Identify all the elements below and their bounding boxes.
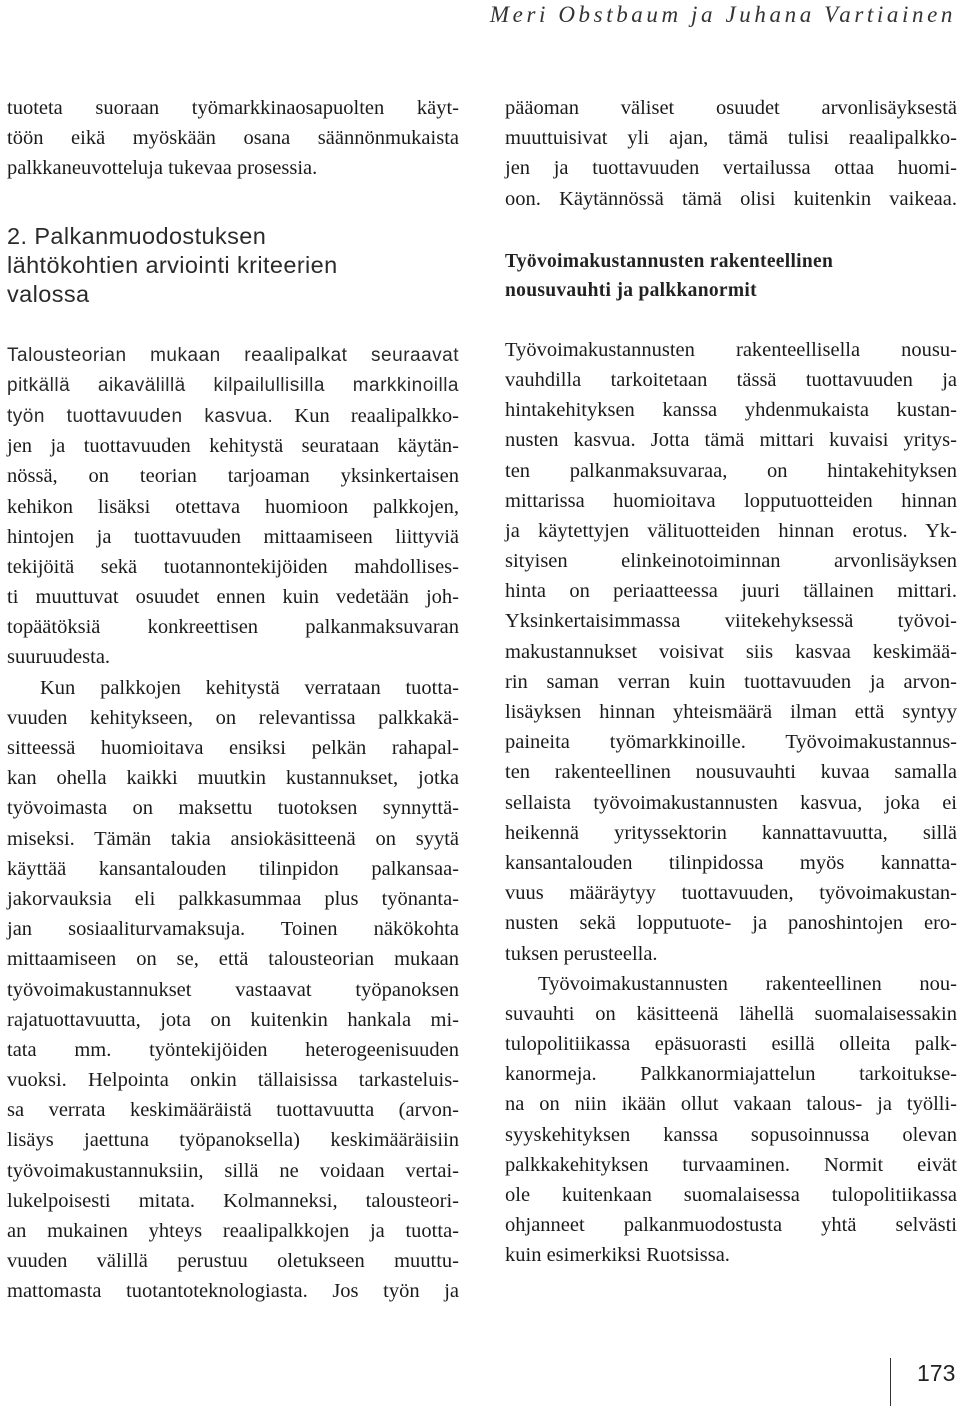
text-line: vuuden välillä perustuu oletukseen muuttu- (7, 1250, 459, 1273)
text-line: nössä, on teorian tarjoaman yksinkertaisen (7, 465, 459, 488)
text-line: ten rakenteellinen nousuvauhti kuvaa samalla (505, 761, 957, 784)
text-line: nusten sekä lopputuote- ja panoshintojen ero- (505, 912, 957, 935)
text-line: sityisen elinkeinotoiminnan arvonlisäyksen (505, 550, 957, 573)
text-line: työvoimakustannuksiin, sillä ne voidaan vertai- (7, 1159, 459, 1182)
text-line: suvauhti on käsitteenä lähellä suomalaisessakin (505, 1002, 957, 1025)
text-line: hinta on periaatteessa juuri tällainen mittari. (505, 580, 957, 603)
text-line: ti muuttuvat osuudet ennen kuin vedetään joh- (7, 586, 459, 609)
heading-line: nousuvauhti ja palkkanormit (505, 279, 757, 301)
text-line: sitteessä huomioitava ensiksi pelkän rahapal- (7, 737, 459, 759)
text-line: heikennä yrityssektorin kannattavuutta, sillä (505, 821, 957, 844)
text-line: lisäys jaettuna työpanoksella) keskimääräisiin (7, 1129, 459, 1152)
intro-paragraph (505, 93, 957, 214)
text-line: vauhdilla tarkoitetaan tässä tuottavuuden ja (505, 368, 957, 391)
paragraph-1 (505, 335, 957, 969)
text-line: rajatuottavuutta, jota on kuitenkin hankala mi- (7, 1008, 459, 1031)
text-line: sellaista työvoimakustannusten kasvua, joka ei (505, 791, 957, 814)
heading-line: Työvoimakustannusten rakenteellinen (505, 250, 834, 272)
text-segment: Kun reaalipalkko- (273, 404, 459, 427)
text-line: nusten kasvua. Jotta tämä mittari kuvaisi yritys- (505, 429, 957, 452)
heading-line: 2. Palkanmuodostuksen (7, 222, 267, 249)
heading-line: valossa (7, 280, 90, 307)
folio-rule (890, 1358, 891, 1406)
text-line: jakorvauksia eli palkkasummaa plus työnanta- (7, 887, 459, 910)
text-segment: työn tuottavuuden kasvua. (7, 405, 274, 427)
intro-paragraph (7, 93, 459, 184)
text-line: pääoman väliset osuudet arvonlisäyksestä (505, 97, 957, 119)
text-line: Työvoimakustannusten rakenteellisella nousu- (505, 338, 957, 361)
text-line: käyttää kansantalouden tilinpidon palkansaa- (7, 857, 459, 880)
text-line: ten palkanmaksuvaraa, on hintakehityksen (505, 459, 957, 482)
text-line: palkkakehityksen turvaaminen. Normit eivät (505, 1153, 957, 1176)
text-line: muuttuisivat yli ajan, tämä tulisi reaalipalkko- (505, 127, 957, 150)
paragraph-2 (7, 673, 459, 1307)
text-line: pitkällä aikavälillä kilpailullisilla markkinoilla (7, 374, 459, 396)
left-column (7, 93, 459, 1307)
page-number: 173 (917, 1360, 956, 1386)
text-line: työvoimasta on maksettu tuotoksen synnyttä- (7, 797, 459, 820)
text-line: vuoksi. Helpointa onkin tällaisissa tarkasteluis- (7, 1069, 459, 1092)
text-line: makustannukset voisivat siis kasvaa keskimää- (505, 640, 957, 663)
text-line: mittaamiseen on se, että talousteorian mukaan (7, 948, 459, 971)
text-line: topäätöksiä konkreettisen palkanmaksuvaran (7, 616, 459, 639)
text-line: lukelpoisesti mitata. Kolmanneksi, talousteori- (7, 1189, 459, 1212)
text-line: miseksi. Tämän takia ansiokäsitteenä on syytä (7, 827, 459, 850)
text-line: na on niin ikään ollut vakaan talous- ja työlli- (505, 1093, 957, 1116)
text-line: sa verrata keskimääräistä tuottavuutta (arvon- (7, 1099, 459, 1122)
text-line: vuuden kehitykseen, on relevantissa palkkakä- (7, 706, 459, 729)
subheading (505, 247, 957, 305)
text-line: oon. Käytännössä tämä olisi kuitenkin vaikeaa. (505, 187, 957, 210)
heading-line: lähtökohtien arviointi kriteerien (7, 251, 338, 278)
text-line: Talousteorian mukaan reaalipalkat seuraavat (7, 344, 459, 366)
text-line: syyskehityksen kanssa sopusoinnussa olevan (505, 1123, 957, 1146)
text-line: kansantalouden tilinpidossa myös kannatta- (505, 851, 957, 874)
text-line: jan sosiaaliturvamaksuja. Toinen näkökohta (7, 918, 459, 941)
text-line: Työvoimakustannusten rakenteellinen nou- (538, 972, 957, 995)
text-line: työvoimakustannukset vastaavat työpanoksen (7, 978, 459, 1001)
text-line: tekijöitä sekä tuotannontekijöiden mahdollises- (7, 555, 459, 578)
running-head: Meri Obstbaum ja Juhana Vartiainen (489, 2, 956, 27)
text-line: ohjanneet palkanmuodostusta yhtä selvästi (505, 1214, 957, 1237)
text-line: vuus määräytyy tuottavuuden, työvoimakustan- (505, 882, 957, 905)
text-line: mattomasta tuotantoteknologiasta. Jos työn ja (7, 1280, 459, 1303)
text-line: jen ja tuottavuuden kehitystä seurataan käytän- (7, 435, 459, 458)
text-line: jen ja tuottavuuden vertailussa ottaa huomi- (505, 157, 957, 180)
text-line: tata mm. työntekijöiden heterogeenisuuden (7, 1038, 459, 1061)
text-line: ja käytettyjen välituotteiden hinnan erotus. Yk- (505, 519, 957, 542)
text-line: Kun palkkojen kehitystä verrataan tuotta- (40, 676, 459, 699)
text-line: paineita työmarkkinoille. Työvoimakustannus- (505, 731, 957, 754)
text-line: rin saman verran kuin tuottavuuden ja arvon- (505, 670, 957, 693)
text-line: hintojen ja tuottavuuden mittaamiseen liittyviä (7, 525, 459, 548)
text-line: kuin esimerkiksi Ruotsissa. (505, 1244, 730, 1267)
paragraph-2 (505, 969, 957, 1271)
text-line: kan ohella kaikki muutkin kustannukset, jotka (7, 767, 459, 790)
text-line: palkkaneuvotteluja tukevaa prosessia. (7, 157, 318, 180)
text-line: tulopolitiikassa epäsuorasti esillä olleita palk- (505, 1033, 957, 1056)
text-line: mittarissa huomioitava lopputuotteiden hinnan (505, 489, 957, 512)
text-line: Yksinkertaisimmassa viitekehyksessä työvoi- (505, 610, 957, 633)
text-line: tuoteta suoraan työmarkkinaosapuolten käyt- (7, 97, 459, 119)
right-column (505, 93, 957, 1271)
text-line: hintakehityksen kanssa yhdenmukaista kustan- (505, 399, 957, 422)
text-line: kehikon lisäksi otettava huomioon palkkojen, (7, 495, 459, 518)
text-line: ole kuitenkaan suomalaisessa tulopolitiikassa (505, 1184, 957, 1206)
text-line: tuksen perusteella. (505, 942, 658, 965)
paragraph-1 (7, 341, 459, 673)
text-line: an mukainen yhteys reaalipalkkojen ja tuotta- (7, 1220, 459, 1242)
text-line: kanormeja. Palkkanormiajattelun tarkoitukse- (505, 1063, 957, 1086)
text-line: suuruudesta. (7, 646, 111, 669)
section-heading (7, 222, 459, 309)
text-line: lisäyksen hinnan yhteismäärä ilman että syntyy (505, 701, 957, 723)
text-line: töön eikä myöskään osana säännönmukaista (7, 127, 459, 150)
text-line (7, 401, 459, 431)
